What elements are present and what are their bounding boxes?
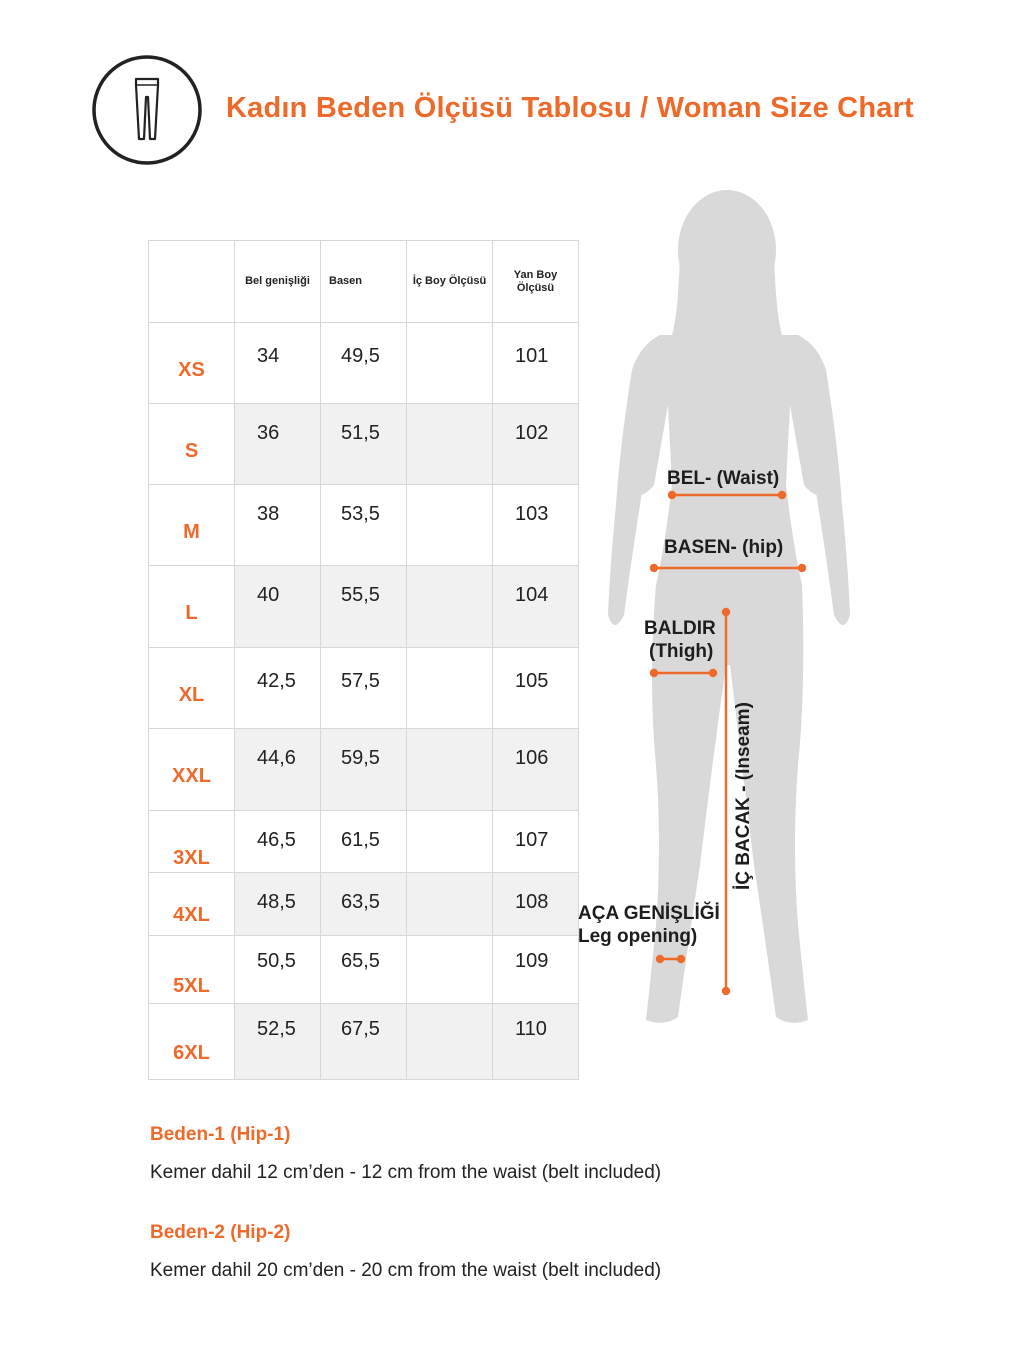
table-row (149, 404, 579, 485)
inseam-value (407, 729, 493, 811)
header-cell-size (149, 241, 235, 323)
hip-value: 49,5 (321, 323, 407, 404)
header-cell-inseam: İç Boy Ölçüsü (407, 241, 493, 323)
waist-value: 42,5 (235, 648, 321, 729)
table-row (149, 936, 579, 1004)
hip-value: 61,5 (321, 811, 407, 873)
inseam-label: İÇ BACAK - (Inseam) (733, 702, 754, 890)
inseam-value (407, 566, 493, 648)
table-row (149, 485, 579, 566)
hip-label: BASEN- (hip) (664, 537, 784, 558)
size-label: 6XL (149, 1004, 235, 1080)
inseam-value (407, 404, 493, 485)
leg-opening-label-line1: AÇA GENİŞLİĞİ (578, 903, 720, 924)
side-length-value: 107 (493, 811, 579, 873)
waist-value: 38 (235, 485, 321, 566)
inseam-value (407, 936, 493, 1004)
size-label: XXL (149, 729, 235, 811)
page-title: Kadın Beden Ölçüsü Tablosu / Woman Size Chart (226, 92, 914, 124)
table-row (149, 811, 579, 873)
waist-label: BEL- (Waist) (667, 468, 780, 489)
waist-value: 48,5 (235, 873, 321, 936)
table-row (149, 323, 579, 404)
size-label: S (149, 404, 235, 485)
side-length-value: 102 (493, 404, 579, 485)
size-label: 4XL (149, 873, 235, 936)
thigh-label-line1: BALDIR (644, 618, 716, 639)
table-header-row (149, 241, 579, 323)
size-label: 3XL (149, 811, 235, 873)
inseam-value (407, 873, 493, 936)
note-text-1: Kemer dahil 12 cm’den - 12 cm from the waist (belt included) (150, 1162, 662, 1183)
hip-value: 63,5 (321, 873, 407, 936)
size-label: L (149, 566, 235, 648)
size-table (148, 240, 579, 1080)
side-length-value: 109 (493, 936, 579, 1004)
inseam-value (407, 811, 493, 873)
leggings-icon (92, 55, 202, 165)
inseam-value (407, 648, 493, 729)
side-length-value: 106 (493, 729, 579, 811)
note-text-2: Kemer dahil 20 cm’den - 20 cm from the waist (belt included) (150, 1260, 662, 1281)
table-row (149, 729, 579, 811)
table-row (149, 648, 579, 729)
hip-value: 57,5 (321, 648, 407, 729)
size-label: XS (149, 323, 235, 404)
inseam-value (407, 323, 493, 404)
note-title-2: Beden-2 (Hip-2) (150, 1222, 291, 1243)
hip-value: 51,5 (321, 404, 407, 485)
waist-value: 52,5 (235, 1004, 321, 1080)
waist-value: 50,5 (235, 936, 321, 1004)
waist-value: 40 (235, 566, 321, 648)
note-title-1: Beden-1 (Hip-1) (150, 1124, 291, 1145)
side-length-value: 104 (493, 566, 579, 648)
header-cell-hip: Basen (321, 241, 407, 323)
side-length-value: 105 (493, 648, 579, 729)
hip-value: 65,5 (321, 936, 407, 1004)
waist-value: 44,6 (235, 729, 321, 811)
thigh-label-line2: (Thigh) (649, 641, 714, 662)
header-cell-waist: Bel genişliği (235, 241, 321, 323)
side-length-value: 103 (493, 485, 579, 566)
inseam-value (407, 485, 493, 566)
table-row (149, 566, 579, 648)
table-row (149, 873, 579, 936)
size-label: M (149, 485, 235, 566)
size-label: 5XL (149, 936, 235, 1004)
size-label: XL (149, 648, 235, 729)
side-length-value: 101 (493, 323, 579, 404)
waist-value: 34 (235, 323, 321, 404)
header-cell-side-length: Yan Boy Ölçüsü (493, 241, 579, 323)
waist-value: 36 (235, 404, 321, 485)
hip-value: 55,5 (321, 566, 407, 648)
hip-value: 53,5 (321, 485, 407, 566)
leg-opening-label-line2: Leg opening) (578, 926, 698, 947)
hip-value: 59,5 (321, 729, 407, 811)
inseam-value (407, 1004, 493, 1080)
side-length-value: 108 (493, 873, 579, 936)
table-row (149, 1004, 579, 1080)
side-length-value: 110 (493, 1004, 579, 1080)
hip-value: 67,5 (321, 1004, 407, 1080)
waist-value: 46,5 (235, 811, 321, 873)
